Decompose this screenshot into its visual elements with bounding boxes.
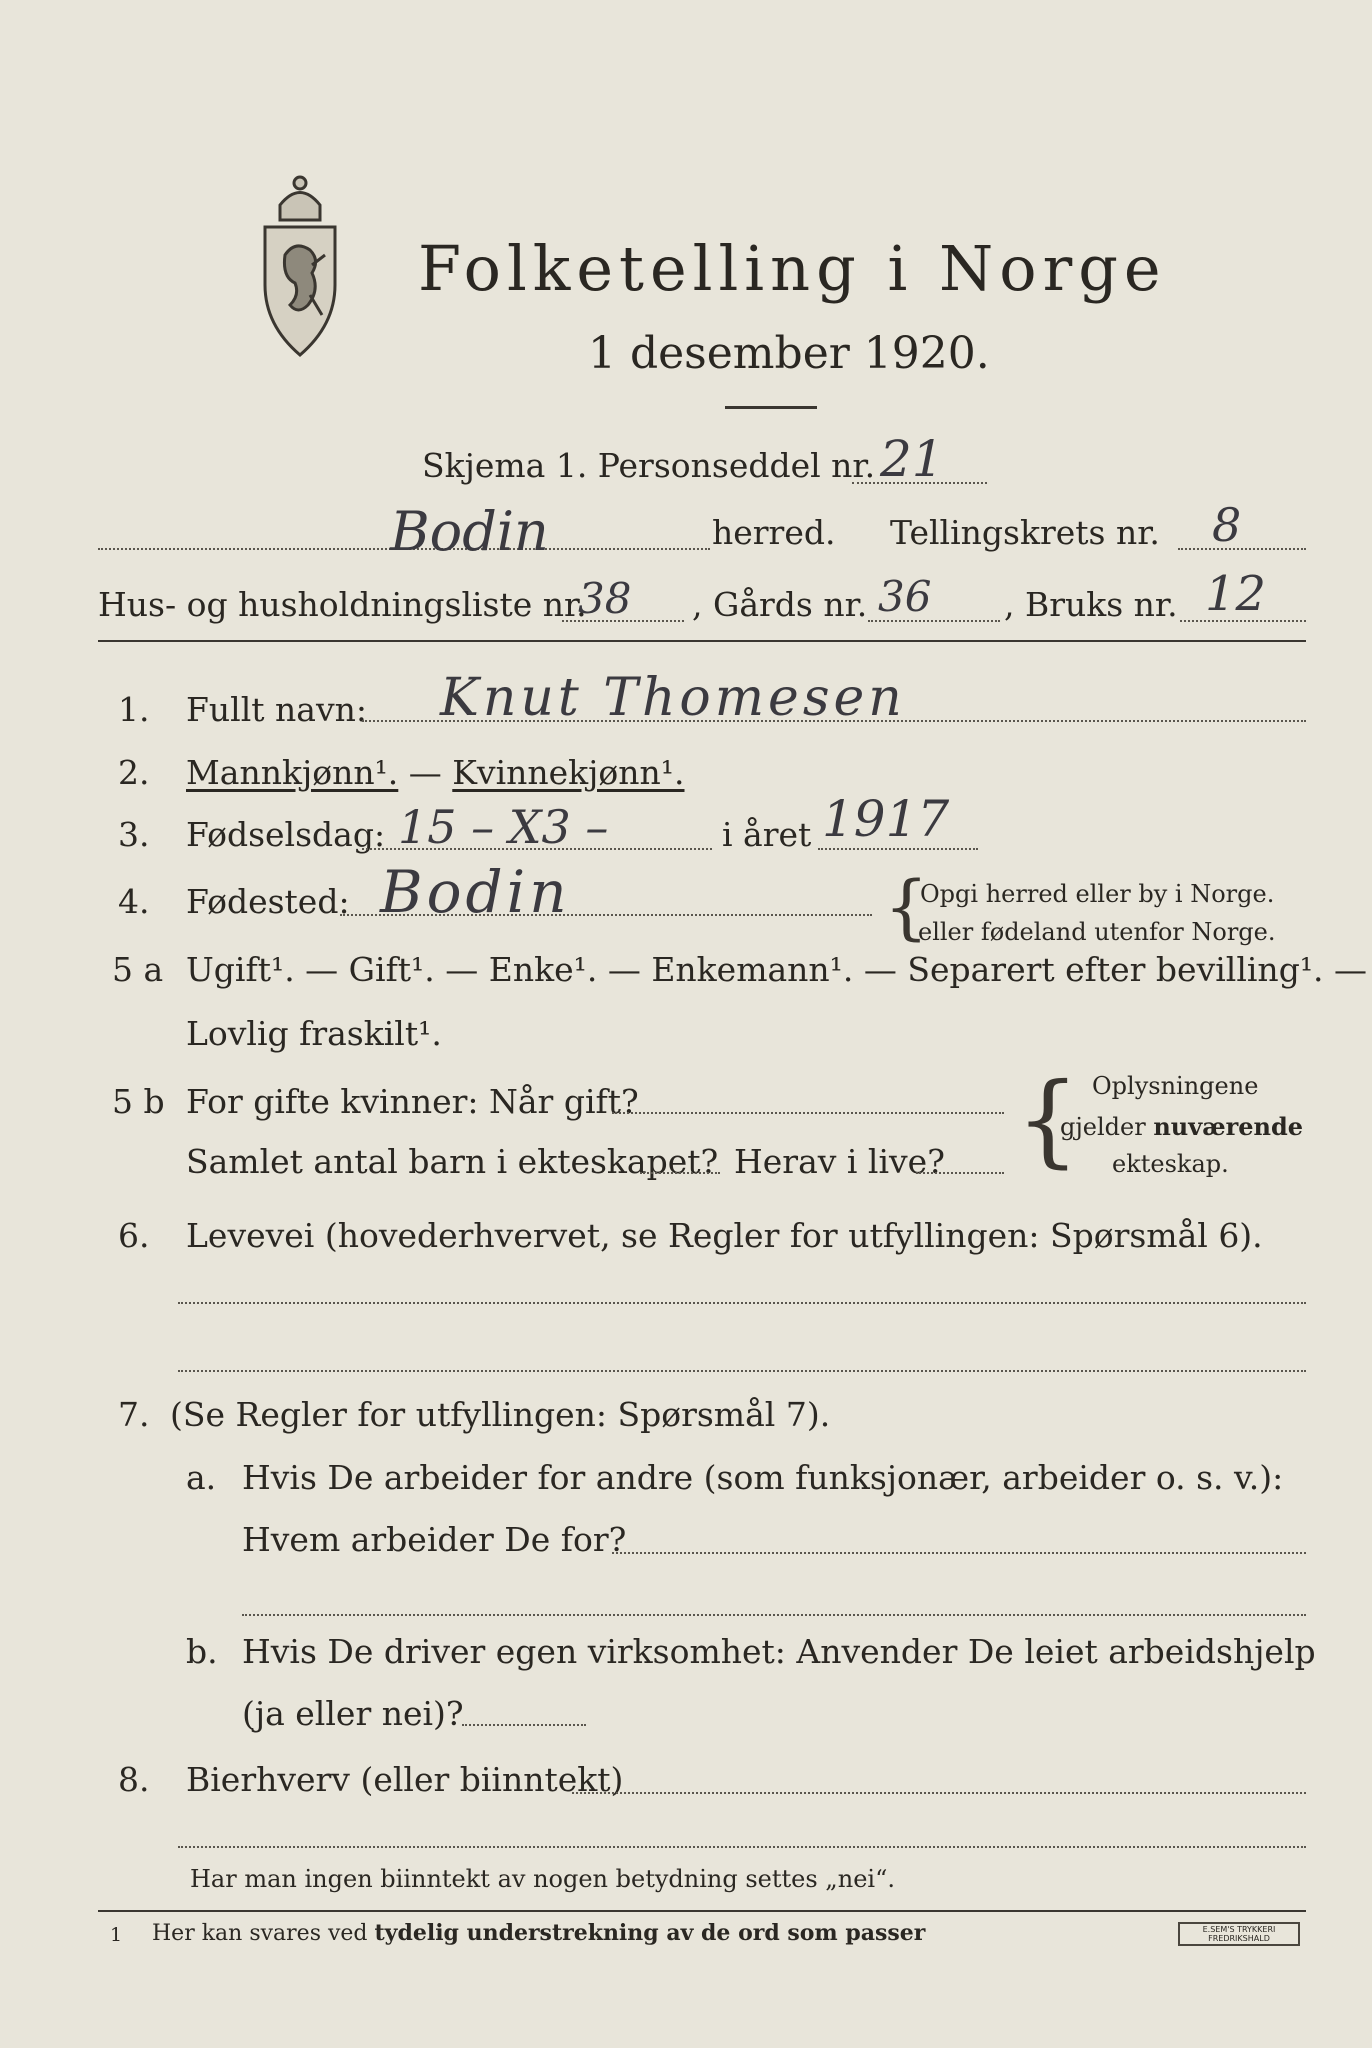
q7a-label-employer: Hvem arbeider De for? bbox=[242, 1520, 627, 1559]
q2-options bbox=[186, 753, 685, 792]
q6-line2 bbox=[178, 1370, 1306, 1372]
q5a-options-cont[interactable]: Lovlig fraskilt¹. bbox=[186, 1014, 442, 1053]
husholdningsliste-value: 38 bbox=[578, 574, 632, 623]
q5b-label-children: Samlet antal barn i ekteskapet? bbox=[186, 1142, 719, 1181]
q7a-line2 bbox=[242, 1614, 1306, 1616]
gards-value: 36 bbox=[878, 572, 932, 621]
q1-value: Knut Thomesen bbox=[440, 668, 906, 728]
header-divider bbox=[98, 640, 1306, 642]
q7a-number: a. bbox=[186, 1458, 217, 1497]
q8-line1 bbox=[572, 1792, 1306, 1794]
husholdningsliste-label: Hus- og husholdningsliste nr. bbox=[98, 585, 587, 624]
q8-line2 bbox=[178, 1846, 1306, 1848]
q4-label: Fødested: bbox=[186, 882, 350, 921]
q6-label: Levevei (hovederhvervet, se Regler for utfyllingen: Spørsmål 6). bbox=[186, 1216, 1263, 1255]
q5b-brace: { bbox=[1016, 1061, 1080, 1178]
q1-label: Fullt navn: bbox=[186, 690, 367, 729]
footnote-text-bold: tydelig understrekning av de ord som passer bbox=[374, 1920, 926, 1946]
gards-label: , Gårds nr. bbox=[692, 585, 868, 624]
q4-note-line2: eller fødeland utenfor Norge. bbox=[918, 918, 1276, 946]
footnote-text-plain: Her kan svares ved bbox=[152, 1921, 375, 1946]
q5b-note-line3: ekteskap. bbox=[1112, 1150, 1229, 1178]
q5b-married-line bbox=[612, 1112, 1004, 1114]
q2-separator: — bbox=[398, 753, 453, 792]
form-title: Folketelling i Norge bbox=[418, 232, 1167, 305]
q5b-note-gjelder: gjelder bbox=[1060, 1113, 1154, 1141]
q3-value: 15 – X3 – bbox=[398, 800, 609, 854]
q5a-options[interactable]: Ugift¹. — Gift¹. — Enke¹. — Enkemann¹. — Separert efter bevilling¹. — bbox=[186, 950, 1368, 989]
q4-brace: { bbox=[884, 866, 929, 948]
tellingskrets-label: Tellingskrets nr. bbox=[890, 513, 1160, 552]
q7b-label: Hvis De driver egen virksomhet: Anvender De leiet arbeidshjelp bbox=[242, 1632, 1316, 1671]
q3-year-value: 1917 bbox=[822, 790, 950, 848]
q8-label: Bierhverv (eller biinntekt) bbox=[186, 1760, 624, 1799]
q3-label: Fødselsdag: bbox=[186, 815, 386, 854]
q6-number: 6. bbox=[118, 1216, 150, 1255]
q5b-label-alive: Herav i live? bbox=[734, 1142, 945, 1181]
q5b-label-married: For gifte kvinner: Når gift? bbox=[186, 1082, 639, 1121]
q5b-note-line1: Oplysningene bbox=[1092, 1072, 1259, 1100]
footnote-mark: 1 bbox=[110, 1924, 123, 1946]
footnote-text bbox=[152, 1920, 925, 1946]
income-note: Har man ingen biinntekt av nogen betydning settes „nei“. bbox=[190, 1865, 895, 1893]
herred-value: Bodin bbox=[390, 500, 549, 563]
tellingskrets-value: 8 bbox=[1212, 498, 1242, 552]
q5b-note-nuvaerende: nuværende bbox=[1153, 1112, 1304, 1141]
q4-number: 4. bbox=[118, 882, 150, 921]
q7b-label-yesno: (ja eller nei)? bbox=[242, 1694, 464, 1733]
q2-number: 2. bbox=[118, 753, 150, 792]
herred-label: herred. bbox=[712, 513, 836, 552]
form-date: 1 desember 1920. bbox=[588, 328, 990, 379]
q5b-number: 5 b bbox=[112, 1082, 165, 1121]
title-divider bbox=[725, 406, 817, 409]
q7a-label: Hvis De arbeider for andre (som funksjonær, arbeider o. s. v.): bbox=[242, 1458, 1284, 1497]
q2-male-option[interactable]: Mannkjønn¹. bbox=[186, 753, 399, 792]
q8-number: 8. bbox=[118, 1760, 150, 1799]
q7-number: 7. bbox=[118, 1395, 150, 1434]
q5b-children-line bbox=[640, 1172, 720, 1174]
q5b-alive-line bbox=[916, 1172, 1004, 1174]
bruks-label: , Bruks nr. bbox=[1004, 585, 1178, 624]
q7-label: (Se Regler for utfyllingen: Spørsmål 7). bbox=[170, 1395, 831, 1434]
tellingskrets-line bbox=[1178, 548, 1306, 550]
q5a-number: 5 a bbox=[112, 950, 164, 989]
q7a-employer-line bbox=[612, 1552, 1306, 1554]
q5b-note-line2 bbox=[1060, 1112, 1303, 1141]
skjema-label: Skjema 1. Personseddel nr. bbox=[422, 446, 876, 485]
bruks-value: 12 bbox=[1205, 566, 1267, 622]
printer-stamp-line1: E.SEM'S TRYKKERI bbox=[1202, 1925, 1276, 1934]
skjema-value: 21 bbox=[880, 430, 944, 488]
q3-year-line bbox=[818, 848, 978, 850]
q7b-number: b. bbox=[186, 1632, 218, 1671]
q2-female-option[interactable]: Kvinnekjønn¹. bbox=[452, 753, 685, 792]
q3-year-label: i året bbox=[722, 815, 812, 854]
footer-divider bbox=[98, 1910, 1306, 1912]
norwegian-coat-of-arms-icon bbox=[250, 165, 350, 365]
printer-stamp bbox=[1178, 1922, 1300, 1946]
printer-stamp-line2: FREDRIKSHALD bbox=[1208, 1934, 1270, 1943]
q1-number: 1. bbox=[118, 690, 150, 729]
q4-value: Bodin bbox=[380, 858, 571, 926]
q3-number: 3. bbox=[118, 815, 150, 854]
q4-note-line1: Opgi herred eller by i Norge. bbox=[920, 880, 1275, 908]
q6-line1 bbox=[178, 1302, 1306, 1304]
q7b-yesno-line bbox=[462, 1724, 586, 1726]
